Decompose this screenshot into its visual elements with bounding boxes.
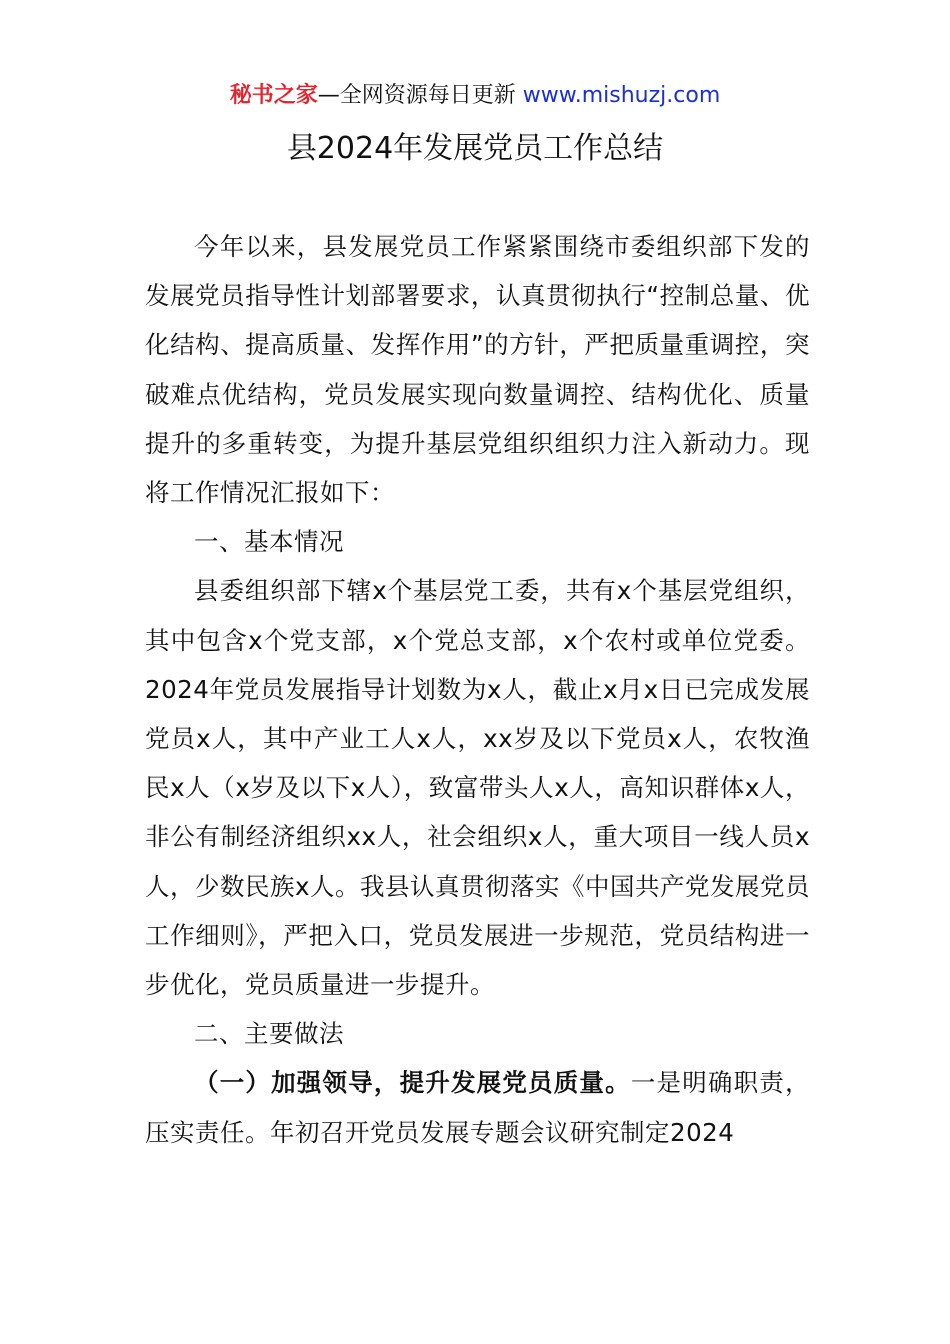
section1-heading: 一、基本情况 (194, 527, 344, 557)
subsection1-paragraph (145, 1058, 810, 1156)
site-header (0, 80, 950, 112)
site-name: 秘书之家 (229, 83, 318, 108)
intro-paragraph: 今年以来，县发展党员工作紧紧围绕市委组织部下发的发展党员指导性计划部署要求，认真贯彻执行“控制总量、优化结构、提高质量、发挥作用”的方针，严把质量重调控，突破难点优结构，党员发展实现向数量调控、结构优化、质量提升的多重转变，为提升基层党组织组织力注入新动力。现将工作情况汇报如下： (145, 232, 810, 508)
section1-paragraph: 县委组织部下辖x个基层党工委，共有x个基层党组织，其中包含x个党支部，x个党总支部，x个农村或单位党委。2024年党员发展指导计划数为x人，截止x月x日已完成发展党员x人，其中产业工人x人，xx岁及以下党员x人，农牧渔民x人（x岁及以下x人），致富带头人x人，高知识群体x人，非公有制经济组织xx人，社会组织x人，重大项目一线人员x人，少数民族x人。我县认真贯彻落实《中国共产党发展党员工作细则》，严把入口，党员发展进一步规范，党员结构进一步优化，党员质量进一步提升。 (145, 576, 810, 1000)
section2-heading: 二、主要做法 (194, 1019, 344, 1049)
site-tagline: —全网资源每日更新 (317, 83, 516, 108)
document-title: 县2024年发展党员工作总结 (286, 131, 664, 166)
site-url-link[interactable]: www.mishuzj.com (522, 83, 721, 108)
subsection1-text: 一是明确职责，压实责任。年初召开党员发展专题会议研究制定2024 (145, 1068, 811, 1147)
document-body (145, 222, 810, 1157)
subsection1-lead: （一）加强领导，提升发展党员质量。 (194, 1068, 631, 1098)
